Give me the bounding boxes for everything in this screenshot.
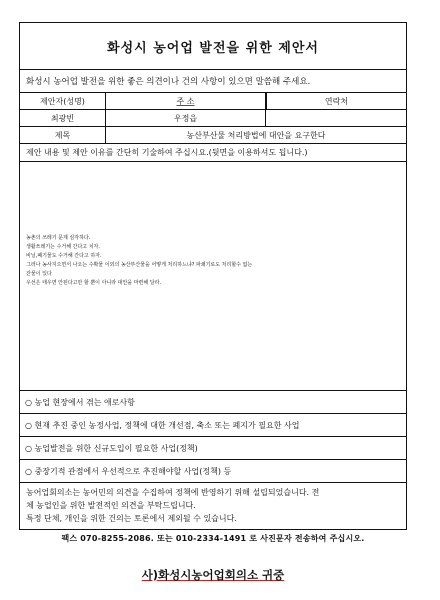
affiliation-label: 최광빈 bbox=[20, 110, 106, 126]
body-line: 그러나 농사지으면서 나오는 수확물 이외의 농산부산물을 어떻게 처리하느냐? 파쇄기로도 처리할수 없는 bbox=[26, 262, 253, 268]
body-line: 잔물이 있다 bbox=[26, 271, 52, 277]
proposer-value[interactable] bbox=[106, 93, 266, 109]
proposer-value-text: 주 소 bbox=[176, 96, 195, 106]
footer-line: 특정 단체, 개인을 위한 건의는 토론에서 제외될 수 있습니다. bbox=[26, 514, 237, 523]
proposal-body[interactable] bbox=[20, 162, 406, 391]
body-line: 생활쓰레기는 수거해 간다고 치자. bbox=[26, 244, 100, 250]
fax-contact-note: 팩스 070-8255-2086. 또는 010-2334-1491 로 사진문자 전송하여 주십시오. bbox=[61, 534, 365, 543]
proposal-body-lines bbox=[26, 234, 400, 288]
form-intro: 화성시 농어업 발전을 위한 좋은 의견이나 건의 사항이 있으면 말씀해 주세요. bbox=[20, 70, 406, 93]
form-title: 화성시 농어업 발전을 위한 제안서 bbox=[20, 23, 406, 70]
footer-line: 체 농업인을 위한 발전적인 의견을 부탁드립니다. bbox=[26, 501, 196, 510]
body-line: 우선은 태우면 안된다고만 할 뿐이 아니라 대안을 마련해 달라. bbox=[26, 280, 162, 286]
organization-name bbox=[19, 567, 407, 583]
instruction-text: 제안 내용 및 제안 이유를 간단히 기술하여 주십시요.(뒷면을 이용하셔도 됩니다.) bbox=[20, 144, 406, 162]
affiliation-row bbox=[20, 110, 406, 127]
subject-value[interactable]: 농산부산물 처리방법에 대안을 요구한다 bbox=[186, 130, 326, 140]
contact-value[interactable] bbox=[266, 110, 406, 126]
body-line: 비닐,폐기물도 수거해 간다고 하자. bbox=[26, 253, 102, 259]
subject-row bbox=[20, 127, 406, 144]
proposer-label: 제안자(성명) bbox=[20, 93, 106, 109]
form-footer bbox=[20, 483, 406, 529]
contact-label: 연락처 bbox=[266, 93, 406, 109]
option-new-projects: ○ 농업발전을 위한 신규도입이 필요한 사업(정책) bbox=[20, 437, 406, 460]
option-difficulties: ○ 농업 현장에서 겪는 애로사항 bbox=[20, 391, 406, 414]
proposer-row bbox=[20, 93, 406, 110]
footer-line: 농어업회의소는 농어민의 의견을 수집하여 정책에 반영하기 위해 설립되었습니다. 전 bbox=[26, 488, 320, 497]
option-long-term: ○ 중장기적 관점에서 우선적으로 추진해야할 사업(정책) 등 bbox=[20, 460, 406, 483]
organization-name-text: 사)화성시농어업회의소 귀중 bbox=[141, 568, 285, 582]
option-improvements: ○ 현재 추진 중인 농정사업, 정책에 대한 개선점, 축소 또는 폐지가 필요한 사업 bbox=[20, 414, 406, 437]
body-line: 농촌의 쓰레기 문제 심각하다. bbox=[26, 235, 91, 241]
subject-label: 제목 bbox=[20, 127, 106, 143]
proposal-form bbox=[19, 22, 407, 530]
affiliation-value[interactable]: 우정읍 bbox=[106, 110, 266, 126]
